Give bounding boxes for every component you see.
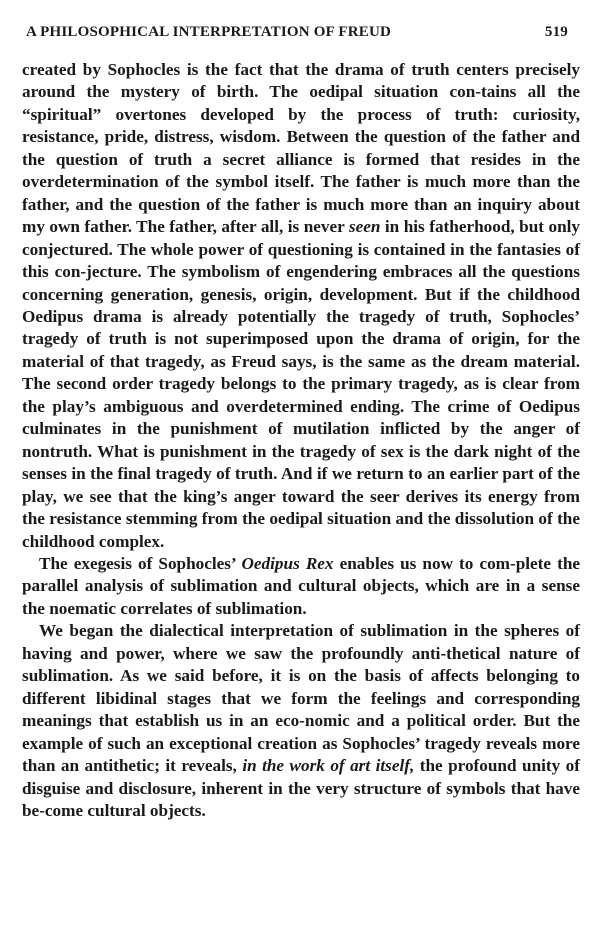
paragraph-2 xyxy=(22,553,580,620)
paragraph-1-text-a: created by Sophocles is the fact that the drama of truth centers precisely around the mystery of birth. The oedipal situation con-tains all the “spiritual” overtones developed by the process of truth: curiosity, resistance, pride, distress, wisdom. Between the question of the father and the question of truth a secret alliance is formed that resides in the overdetermination of the symbol itself. The father is much more than the father, and the question of the father is much more than an inquiry about my own father. The father, after all, is never xyxy=(22,60,580,237)
paragraph-3 xyxy=(22,620,580,822)
paragraph-2-text-b: enables us now to com-plete the parallel analysis of sublimation and cultural objects, which are in a sense the noematic correlates of sublimation. xyxy=(22,553,581,618)
running-header xyxy=(22,24,580,48)
running-title: A PHILOSOPHICAL INTERPRETATION OF FREUD xyxy=(26,24,392,40)
page-number: 519 xyxy=(544,24,568,40)
paragraph-3-text-b: the profound unity of disguise and disclosure, inherent in the very structure of symbols that have be-come cultural objects. xyxy=(22,756,580,820)
paragraph-1-text-b: in his fatherhood, but only conjectured. The whole power of questioning is contained in the fantasies of this con-jecture. The symbolism of engendering embraces all the questions concerning generation, genesis, origin, development. But if the childhood Oedipus drama is already potentially the tragedy of truth, Sophocles’ tragedy of truth is not superimposed upon the drama of origin, for the material of that tragedy, as Freud says, is the same as the dream material. The second order tragedy belongs to the primary tragedy, as is clear from the play’s ambiguous and overdetermined ending. The crime of Oedipus culminates in the punishment of mutilation inflicted by the anger of nontruth. What is punishment in the tragedy of sex is the dark night of the senses in the final tragedy of truth. And if we return to an earlier part of the play, we see that the king’s anger toward the seer derives its energy from the resistance stemming from the oedipal situation and the dissolution of the childhood complex. xyxy=(22,217,580,551)
paragraph-1 xyxy=(22,59,580,553)
emphasis-oedipus-rex: Oedipus Rex xyxy=(241,553,334,573)
paragraph-2-text-a: The exegesis of Sophocles’ xyxy=(39,553,242,573)
emphasis-seen: seen xyxy=(348,217,381,237)
body-text xyxy=(22,59,580,822)
emphasis-work-of-art: in the work of art itself, xyxy=(242,756,415,776)
paragraph-3-text-a: We began the dialectical interpretation of sublimation in the spheres of having and power, where we saw the profoundly anti-thetical nature of sublimation. As we said before, it is on the basis of affects belonging to different libidinal stages that we form the feelings and corresponding meanings that establish us in an eco-nomic and a political order. But the example of such an exceptional creation as Sophocles’ tragedy reveals more than an antithetic; it reveals, xyxy=(22,621,580,776)
